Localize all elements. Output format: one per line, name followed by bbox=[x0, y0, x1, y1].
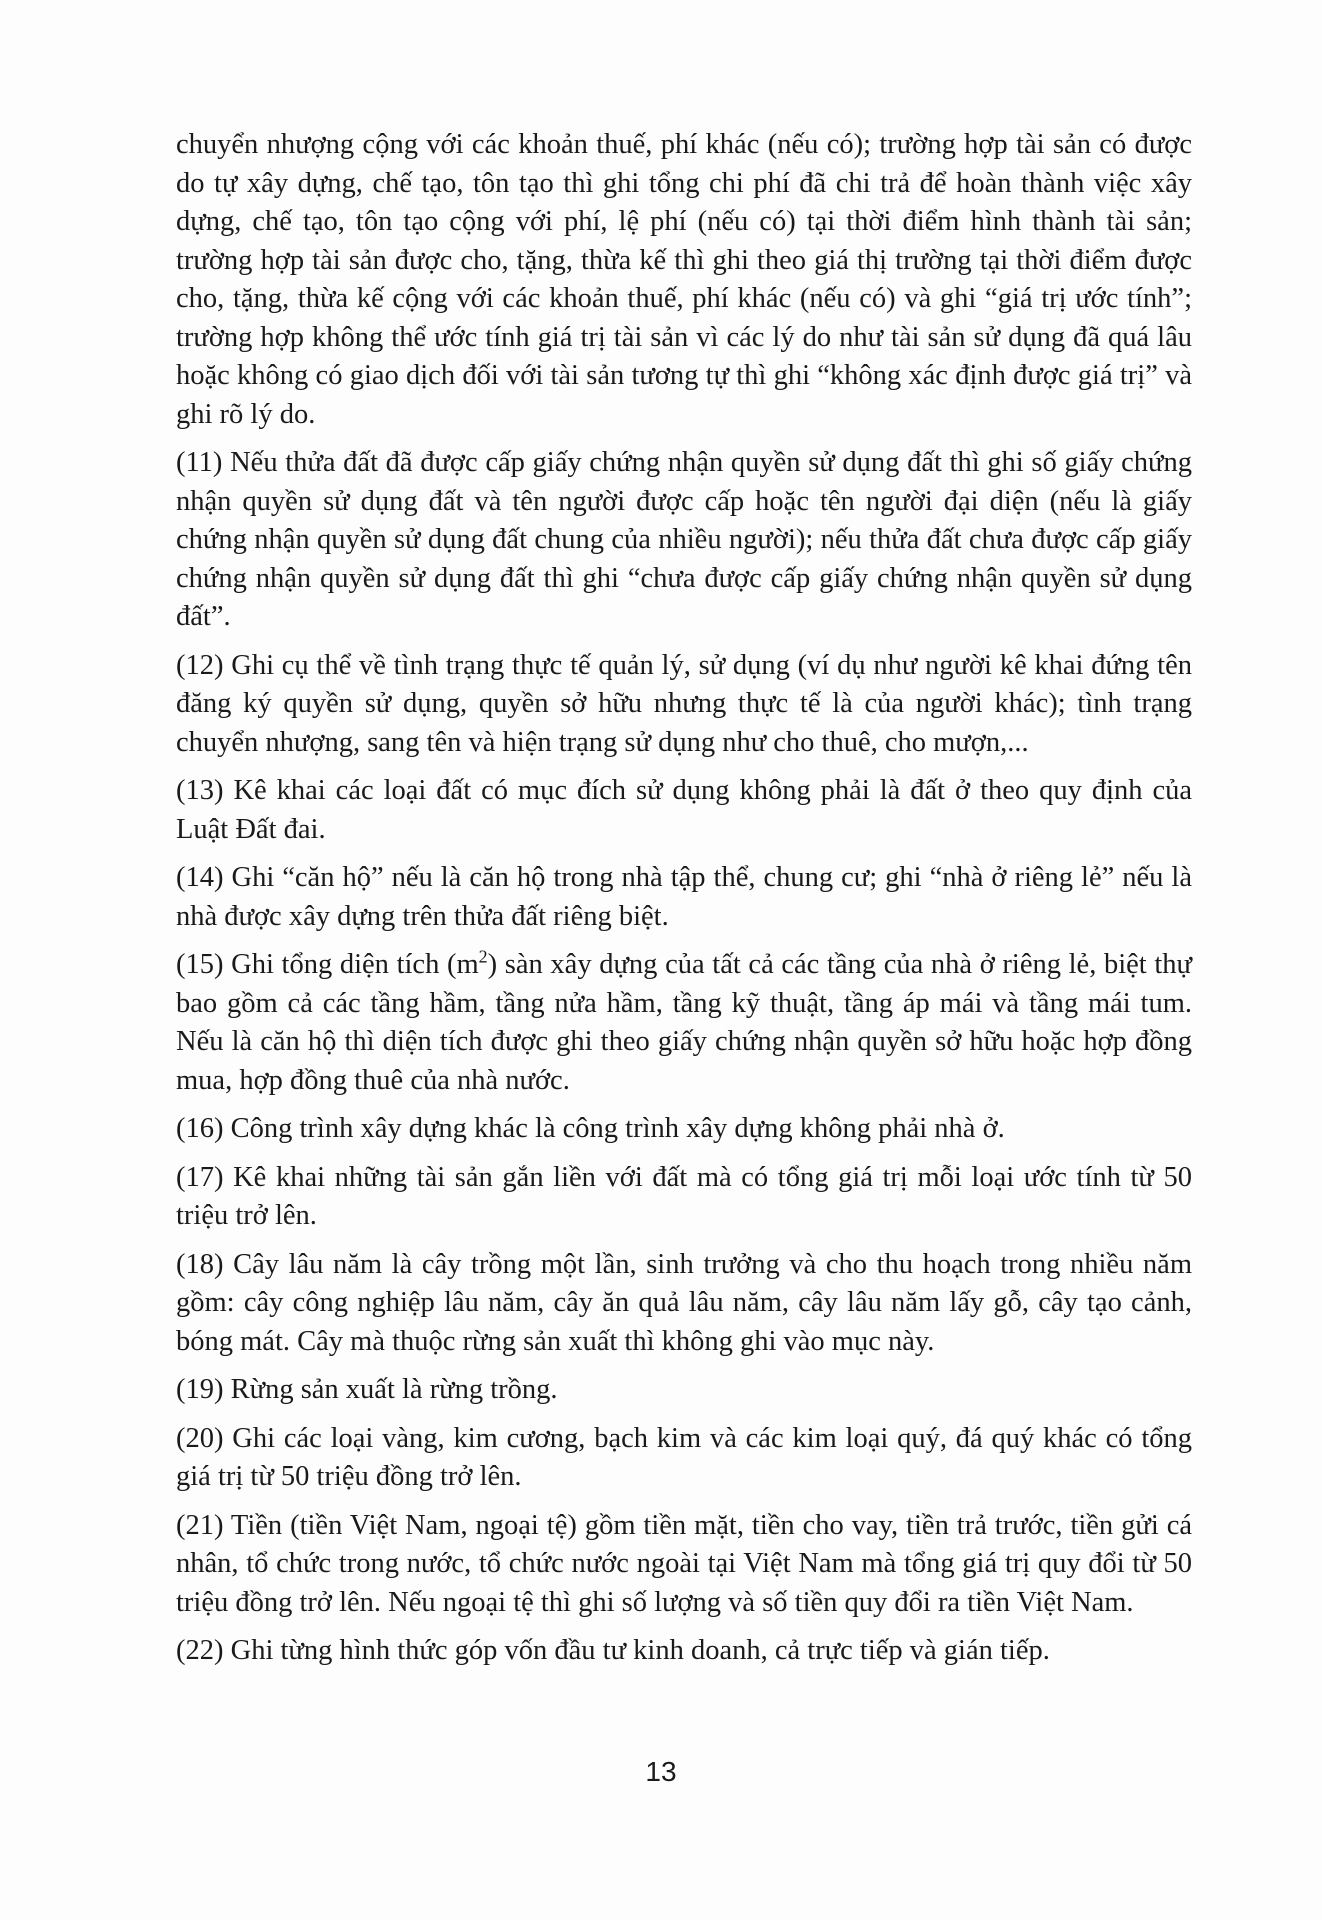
note-20: (20) Ghi các loại vàng, kim cương, bạch kim và các kim loại quý, đá quý khác có tổng giá trị từ 50 triệu đồng trở lên. bbox=[176, 1422, 1192, 1492]
note-12: (12) Ghi cụ thể về tình trạng thực tế quản lý, sử dụng (ví dụ như người kê khai đứng tên đăng ký quyền sử dụng, quyền sở hữu nhưng thực tế là của người khác); tình trạng chuyển nhượng, sang tên và hiện trạng sử dụng như cho thuê, cho mượn,... bbox=[176, 649, 1192, 758]
note-13: (13) Kê khai các loại đất có mục đích sử dụng không phải là đất ở theo quy định của Luật Đất đai. bbox=[176, 775, 1192, 845]
note-15-text-after: ) sàn xây dựng của tất cả các tầng của nhà ở riêng lẻ, biệt thự bao gồm cả các tầng hầm, tầng nửa hầm, tầng kỹ thuật, tầng áp mái và tầng mái tum. Nếu là căn hộ thì diện tích được ghi theo giấy chứng nhận quyền sở hữu hoặc hợp đồng mua, hợp đồng thuê của nhà nước. bbox=[176, 949, 1192, 1096]
note-19: (19) Rừng sản xuất là rừng trồng. bbox=[176, 1374, 558, 1405]
note-14: (14) Ghi “căn hộ” nếu là căn hộ trong nhà tập thể, chung cư; ghi “nhà ở riêng lẻ” nếu là nhà được xây dựng trên thửa đất riêng biệt. bbox=[176, 862, 1192, 932]
note-22: (22) Ghi từng hình thức góp vốn đầu tư kinh doanh, cả trực tiếp và gián tiếp. bbox=[176, 1635, 1050, 1666]
superscript-2: 2 bbox=[478, 946, 488, 967]
page-number: 13 bbox=[645, 1756, 677, 1787]
paragraph-continuation: chuyển nhượng cộng với các khoản thuế, phí khác (nếu có); trường hợp tài sản có được do tự xây dựng, chế tạo, tôn tạo thì ghi tổng chi phí đã chi trả để hoàn thành việc xây dựng, chế tạo, tôn tạo cộng với phí, lệ phí (nếu có) tại thời điểm hình thành tài sản; trường hợp tài sản được cho, tặng, thừa kế thì ghi theo giá thị trường tại thời điểm được cho, tặng, thừa kế cộng với các khoản thuế, phí khác (nếu có) và ghi “giá trị ước tính”; trường hợp không thể ước tính giá trị tài sản vì các lý do như tài sản sử dụng đã quá lâu hoặc không có giao dịch đối với tài sản tương tự thì ghi “không xác định được giá trị” và ghi rõ lý do. bbox=[176, 129, 1192, 430]
note-16: (16) Công trình xây dựng khác là công trình xây dựng không phải nhà ở. bbox=[176, 1113, 1005, 1144]
body-text bbox=[176, 126, 1192, 1681]
note-11: (11) Nếu thửa đất đã được cấp giấy chứng nhận quyền sử dụng đất thì ghi số giấy chứng nhận quyền sử dụng đất và tên người được cấp hoặc tên người đại diện (nếu là giấy chứng nhận quyền sử dụng đất chung của nhiều người); nếu thửa đất chưa được cấp giấy chứng nhận quyền sử dụng đất thì ghi “chưa được cấp giấy chứng nhận quyền sử dụng đất”. bbox=[176, 447, 1192, 632]
note-15 bbox=[176, 946, 1192, 1100]
note-17: (17) Kê khai những tài sản gắn liền với đất mà có tổng giá trị mỗi loại ước tính từ 50 triệu trở lên. bbox=[176, 1161, 1192, 1231]
note-18: (18) Cây lâu năm là cây trồng một lần, sinh trưởng và cho thu hoạch trong nhiều năm gồm: cây công nghiệp lâu năm, cây ăn quả lâu năm, cây lâu năm lấy gỗ, cây tạo cảnh, bóng mát. Cây mà thuộc rừng sản xuất thì không ghi vào mục này. bbox=[176, 1248, 1192, 1357]
note-15-text-before: (15) Ghi tổng diện tích (m bbox=[176, 949, 479, 980]
note-21: (21) Tiền (tiền Việt Nam, ngoại tệ) gồm tiền mặt, tiền cho vay, tiền trả trước, tiền gửi cá nhân, tổ chức trong nước, tổ chức nước ngoài tại Việt Nam mà tổng giá trị quy đổi từ 50 triệu đồng trở lên. Nếu ngoại tệ thì ghi số lượng và số tiền quy đổi ra tiền Việt Nam. bbox=[176, 1509, 1192, 1618]
